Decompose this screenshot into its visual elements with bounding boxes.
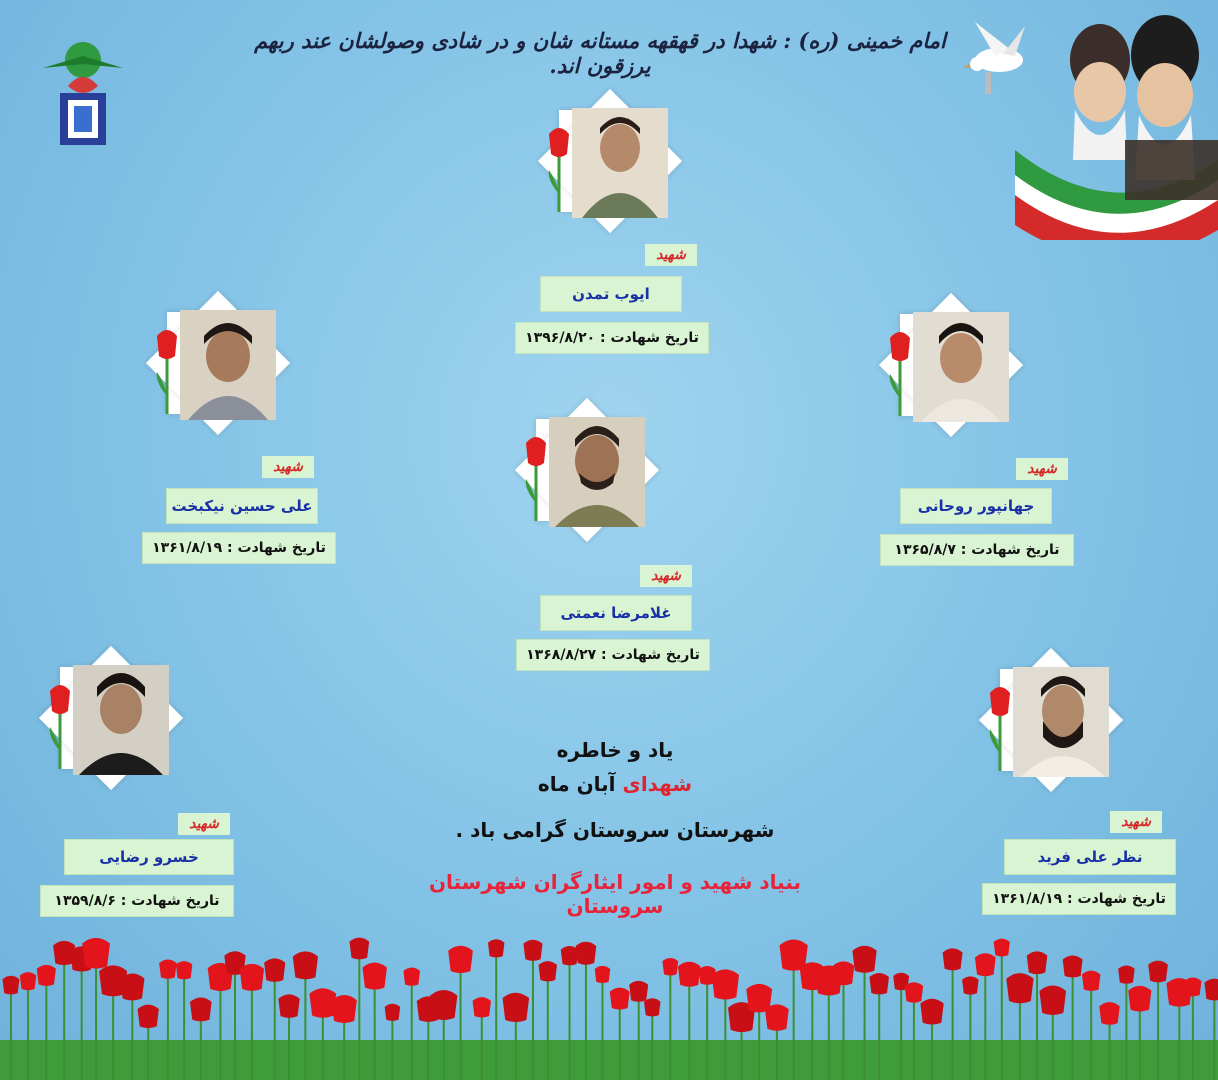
martyr-badge: شهید bbox=[178, 813, 230, 835]
message-line-3: شهرستان سروستان گرامی باد . bbox=[455, 818, 775, 842]
martyr-card bbox=[512, 395, 712, 675]
foundation-logo bbox=[38, 38, 128, 168]
martyr-date: تاریخ شهادت : ۱۳۶۱/۸/۱۹ bbox=[142, 532, 336, 564]
martyr-card bbox=[976, 645, 1176, 925]
martyr-badge: شهید bbox=[640, 565, 692, 587]
martyr-date: تاریخ شهادت : ۱۳۶۵/۸/۷ bbox=[880, 534, 1074, 566]
martyr-name: علی حسین نیکبخت bbox=[166, 488, 318, 524]
martyr-card bbox=[510, 86, 710, 356]
martyr-photo bbox=[549, 417, 645, 527]
martyr-date: تاریخ شهادت : ۱۳۹۶/۸/۲۰ bbox=[515, 322, 709, 354]
martyr-date: تاریخ شهادت : ۱۳۶۱/۸/۱۹ bbox=[982, 883, 1176, 915]
martyr-name: خسرو رضایی bbox=[64, 839, 234, 875]
martyr-photo bbox=[1013, 667, 1109, 777]
tulip-field bbox=[0, 920, 1218, 1080]
message-line-4: بنیاد شهید و امور ایثارگران شهرستان سروستان bbox=[428, 870, 801, 918]
tulip-icon bbox=[984, 683, 1016, 773]
message-line-2-red: شهدای bbox=[622, 772, 693, 796]
martyr-card bbox=[36, 643, 236, 923]
martyr-date: تاریخ شهادت : ۱۳۵۹/۸/۶ bbox=[40, 885, 234, 917]
martyr-name: غلامرضا نعمتی bbox=[540, 595, 692, 631]
message-line-1: یاد و خاطره bbox=[556, 738, 674, 762]
martyr-badge: شهید bbox=[1016, 458, 1068, 480]
message-line-2 bbox=[380, 772, 850, 796]
martyr-photo bbox=[180, 310, 276, 420]
leaders-portrait bbox=[1015, 0, 1218, 240]
martyr-badge: شهید bbox=[1110, 811, 1162, 833]
tulip-icon bbox=[884, 328, 916, 418]
tulip-icon bbox=[151, 326, 183, 416]
tulip-icon bbox=[44, 681, 76, 771]
tulip-icon bbox=[543, 124, 575, 214]
martyr-name: جهانپور روحانی bbox=[900, 488, 1052, 524]
martyr-photo bbox=[572, 108, 668, 218]
martyr-card bbox=[876, 290, 1076, 570]
message-line-2-rest: آبان ماه bbox=[537, 772, 623, 796]
martyr-name: ایوب تمدن bbox=[540, 276, 682, 312]
martyr-photo bbox=[73, 665, 169, 775]
martyr-photo bbox=[913, 312, 1009, 422]
martyr-card bbox=[138, 288, 338, 568]
martyr-name: نظر علی فرید bbox=[1004, 839, 1176, 875]
martyr-date: تاریخ شهادت : ۱۳۶۸/۸/۲۷ bbox=[516, 639, 710, 671]
martyr-badge: شهید bbox=[262, 456, 314, 478]
martyr-badge: شهید bbox=[645, 244, 697, 266]
header-quote: امام خمینی (ره) : شهدا در قهقهه مستانه شان و در شادی وصولشان عند ربهم یرزقون اند. bbox=[254, 28, 946, 78]
tulip-icon bbox=[520, 433, 552, 523]
